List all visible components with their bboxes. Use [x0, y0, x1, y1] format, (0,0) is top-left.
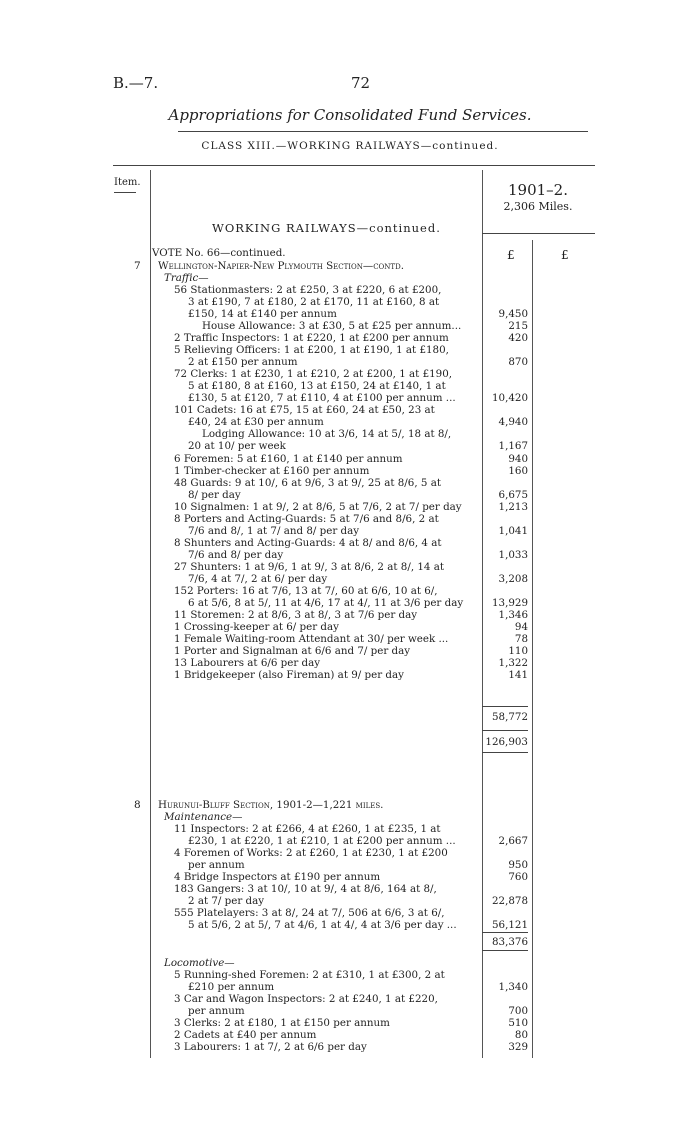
line-item: 27 Shunters: 1 at 9/6, 1 at 9/, 3 at 8/6, 2 at 8/, 14 at — [174, 561, 445, 573]
item-7-total-rule-top — [482, 730, 528, 731]
line-item: 5 Relieving Officers: 1 at £200, 1 at £190, 1 at £180, — [174, 344, 449, 356]
line-amount: 3,208 — [498, 573, 528, 585]
line-amount: 1,041 — [498, 525, 528, 537]
line-item: 20 at 10/ per week — [188, 440, 286, 452]
line-amount: 1,167 — [498, 440, 528, 452]
item-number-7: 7 — [134, 260, 141, 272]
line-amount: 1,346 — [498, 609, 528, 621]
line-amount: 141 — [508, 669, 528, 681]
line-item: 2 at 7/ per day — [188, 895, 265, 907]
page-subtitle: Appropriations for Consolidated Fund Services. — [168, 106, 532, 124]
line-item: 56 Stationmasters: 2 at £250, 3 at £220, 6 at £200, — [174, 284, 442, 296]
line-item: 5 at 5/6, 2 at 5/, 7 at 4/6, 1 at 4/, 4 at 3/6 per day ... — [188, 919, 457, 931]
line-item: £150, 14 at £140 per annum — [188, 308, 337, 320]
line-item: 5 Running-shed Foremen: 2 at £310, 1 at £300, 2 at — [174, 969, 445, 981]
line-amount: 80 — [514, 1029, 528, 1041]
line-item: 10 Signalmen: 1 at 9/, 2 at 8/6, 5 at 7/6, 2 at 7/ per day — [174, 501, 462, 513]
item-7-total-rule-bottom — [482, 752, 528, 753]
line-item: 7/6 and 8/, 1 at 7/ and 8/ per day — [188, 525, 360, 537]
item-8-subheading: Maintenance— — [164, 811, 243, 823]
table-top-rule — [113, 165, 595, 166]
line-item: per annum — [188, 859, 245, 871]
item-8-subtotal-rule-bottom — [482, 950, 528, 951]
currency-symbol-total: £ — [561, 248, 569, 262]
line-item: 2 at £150 per annum — [188, 356, 298, 368]
item-column-label: Item. — [114, 177, 141, 188]
item-8-subheading-2: Locomotive— — [164, 957, 235, 969]
currency-symbol-amount: £ — [507, 248, 515, 262]
line-amount: 160 — [508, 465, 528, 477]
line-amount: 420 — [508, 332, 528, 344]
item-7-subtotal: 58,772 — [491, 711, 528, 723]
line-item: 7/6 and 8/ per day — [188, 549, 284, 561]
line-item: 1 Female Waiting-room Attendant at 30/ per week ... — [174, 633, 449, 645]
item-7-subheading: Traffic— — [164, 272, 209, 284]
line-item: 3 Labourers: 1 at 7/, 2 at 6/6 per day — [174, 1041, 367, 1053]
line-item: 1 Crossing-keeper at 6/ per day — [174, 621, 339, 633]
line-item: 6 Foremen: 5 at £160, 1 at £140 per annum — [174, 453, 403, 465]
line-amount: 2,667 — [498, 835, 528, 847]
line-item: 183 Gangers: 3 at 10/, 10 at 9/, 4 at 8/6, 164 at 8/, — [174, 883, 437, 895]
line-item: 3 Car and Wagon Inspectors: 2 at £240, 1 at £220, — [174, 993, 438, 1005]
line-item: £210 per annum — [188, 981, 275, 993]
item-8-subtotal-rule — [482, 932, 528, 933]
line-amount: 94 — [514, 621, 528, 633]
item-7-total: 126,903 — [485, 736, 528, 748]
line-item: £130, 5 at £120, 7 at £110, 4 at £100 per annum ... — [188, 392, 456, 404]
line-amount: 215 — [508, 320, 528, 332]
line-amount: 760 — [508, 871, 528, 883]
line-amount: 56,121 — [491, 919, 528, 931]
line-item: per annum — [188, 1005, 245, 1017]
line-item: 4 Foremen of Works: 2 at £260, 1 at £230, 1 at £200 — [174, 847, 448, 859]
line-amount: 940 — [508, 453, 528, 465]
line-item: 3 at £190, 7 at £180, 2 at £170, 11 at £160, 8 at — [188, 296, 440, 308]
line-item: 11 Storemen: 2 at 8/6, 3 at 8/, 3 at 7/6 per day — [174, 609, 418, 621]
line-item: 5 at £180, 8 at £160, 13 at £150, 24 at £140, 1 at — [188, 380, 446, 392]
line-item: 11 Inspectors: 2 at £266, 4 at £260, 1 at £235, 1 at — [174, 823, 441, 835]
year-underline — [482, 233, 595, 234]
line-amount: 950 — [508, 859, 528, 871]
line-item: 1 Bridgekeeper (also Fireman) at 9/ per day — [174, 669, 404, 681]
section-heading: WORKING RAILWAYS—continued. — [212, 221, 441, 235]
line-amount: 1,322 — [498, 657, 528, 669]
year-heading: 1901–2. — [508, 181, 568, 199]
item-number-8: 8 — [134, 799, 141, 811]
line-item: £230, 1 at £220, 1 at £210, 1 at £200 per annum ... — [188, 835, 456, 847]
line-amount: 1,033 — [498, 549, 528, 561]
line-item: 13 Labourers at 6/6 per day — [174, 657, 321, 669]
line-amount: 870 — [508, 356, 528, 368]
line-amount: 1,213 — [498, 501, 528, 513]
line-item: 48 Guards: 9 at 10/, 6 at 9/6, 3 at 9/, 25 at 8/6, 5 at — [174, 477, 441, 489]
line-amount: 110 — [508, 645, 528, 657]
line-amount: 9,450 — [498, 308, 528, 320]
line-item: 8 Shunters and Acting-Guards: 4 at 8/ and 8/6, 4 at — [174, 537, 442, 549]
line-amount: 78 — [514, 633, 528, 645]
line-item: House Allowance: 3 at £30, 5 at £25 per annum... — [202, 320, 462, 332]
line-amount: 4,940 — [498, 416, 528, 428]
item-8-subtotal: 83,376 — [491, 936, 528, 948]
line-item: 152 Porters: 16 at 7/6, 13 at 7/, 60 at 6/6, 10 at 6/, — [174, 585, 438, 597]
line-amount: 510 — [508, 1017, 528, 1029]
line-item: 2 Traffic Inspectors: 1 at £220, 1 at £200 per annum — [174, 332, 449, 344]
line-item: 7/6, 4 at 7/, 2 at 6/ per day — [188, 573, 328, 585]
line-item: 101 Cadets: 16 at £75, 15 at £60, 24 at £50, 23 at — [174, 404, 435, 416]
line-amount: 10,420 — [491, 392, 528, 404]
item-8-title: Hurunui-Bluff Section, 1901-2—1,221 miles. — [158, 799, 384, 811]
vote-heading: VOTE No. 66—continued. — [152, 247, 286, 259]
item-7-title: Wellington-Napier-New Plymouth Section—contd. — [158, 260, 404, 272]
line-item: 8 Porters and Acting-Guards: 5 at 7/6 and 8/6, 2 at — [174, 513, 439, 525]
line-item: 555 Platelayers: 3 at 8/, 24 at 7/, 506 at 6/6, 3 at 6/, — [174, 907, 445, 919]
line-item: 72 Clerks: 1 at £230, 1 at £210, 2 at £200, 1 at £190, — [174, 368, 453, 380]
miles-heading: 2,306 Miles. — [503, 200, 573, 213]
page-number: 72 — [351, 74, 371, 92]
line-item: 4 Bridge Inspectors at £190 per annum — [174, 871, 381, 883]
header-rule — [178, 131, 588, 132]
line-item: 6 at 5/6, 8 at 5/, 11 at 4/6, 17 at 4/, 11 at 3/6 per day — [188, 597, 464, 609]
report-reference: B.—7. — [113, 74, 159, 92]
line-amount: 700 — [508, 1005, 528, 1017]
line-item: 8/ per day — [188, 489, 241, 501]
item-head-underline — [114, 192, 136, 193]
line-amount: 13,929 — [491, 597, 528, 609]
line-item: £40, 24 at £30 per annum — [188, 416, 324, 428]
line-amount: 329 — [508, 1041, 528, 1053]
item-column-divider — [150, 170, 151, 1058]
line-item: 1 Porter and Signalman at 6/6 and 7/ per day — [174, 645, 411, 657]
total-column-divider — [532, 240, 533, 1058]
line-item: 3 Clerks: 2 at £180, 1 at £150 per annum — [174, 1017, 390, 1029]
line-item: 2 Cadets at £40 per annum — [174, 1029, 317, 1041]
class-title: CLASS XIII.—WORKING RAILWAYS—continued. — [201, 140, 499, 152]
line-amount: 22,878 — [491, 895, 528, 907]
line-amount: 6,675 — [498, 489, 528, 501]
line-amount: 1,340 — [498, 981, 528, 993]
line-item: Lodging Allowance: 10 at 3/6, 14 at 5/, 18 at 8/, — [202, 428, 452, 440]
item-7-subtotal-rule — [482, 706, 528, 707]
line-item: 1 Timber-checker at £160 per annum — [174, 465, 370, 477]
